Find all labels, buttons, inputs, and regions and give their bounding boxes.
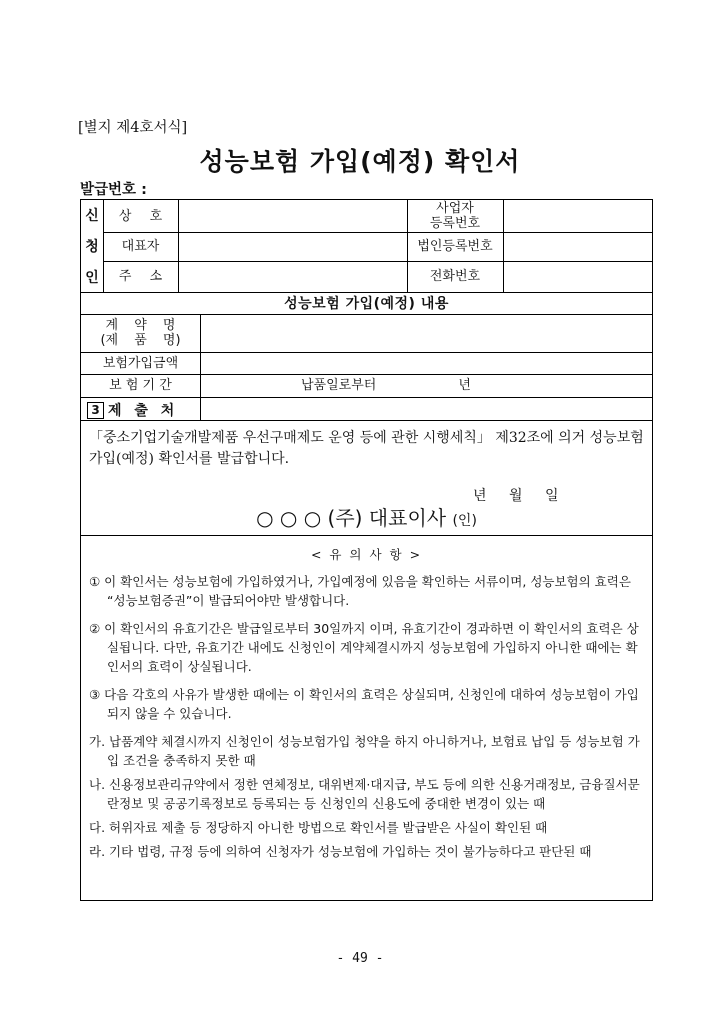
contract-name-label-line2: (제 품 명) bbox=[100, 333, 181, 348]
insurance-period-label: 보 험 기 간 bbox=[109, 378, 172, 393]
business-registration-label bbox=[407, 200, 503, 232]
insurance-section-title: 성능보험 가입(예정) 내용 bbox=[284, 296, 449, 312]
confirmation-form-table bbox=[80, 199, 653, 901]
page-number: - 49 - bbox=[336, 951, 384, 966]
seal-mark: (인) bbox=[452, 513, 477, 529]
issue-number-label: 발급번호 : bbox=[80, 182, 147, 198]
notice-item-1: ① 이 확인서는 성능보험에 가입하였거나, 가입예정에 있음을 확인하는 서류이며, 성능보험의 효력은 “성능보험증권”이 발급되어야만 발생합니다. bbox=[89, 574, 631, 608]
notice-sub-item-da: 다. 허위자료 제출 등 정당하지 아니한 방법으로 확인서를 발급받은 사실이 확인된 때 bbox=[89, 820, 548, 835]
insurance-period-from-text: 납품일로부터 bbox=[301, 378, 377, 393]
business-registration-label-line2: 등록번호 bbox=[429, 216, 481, 231]
document-title: 성능보험 가입(예정) 확인서 bbox=[199, 147, 521, 176]
insurance-period-years-text: 년 bbox=[458, 378, 471, 393]
insurance-period-field[interactable] bbox=[200, 374, 652, 397]
insured-amount-field[interactable] bbox=[200, 352, 652, 374]
notice-item-3: ③ 다음 각호의 사유가 발생한 때에는 이 확인서의 효력은 상실되며, 신청인에 대하여 성능보험이 가입되지 않을 수 있습니다. bbox=[89, 687, 639, 721]
applicant-label bbox=[81, 200, 103, 292]
signer-name: ○ ○ ○ (주) 대표이사 bbox=[256, 506, 447, 530]
submit-to-number: 3 bbox=[87, 402, 104, 419]
applicant-char-3: 인 bbox=[85, 269, 99, 286]
contract-name-field[interactable] bbox=[200, 314, 652, 352]
business-registration-field[interactable] bbox=[503, 200, 652, 232]
issue-date: 년 월 일 bbox=[473, 488, 559, 504]
phone-label: 전화번호 bbox=[429, 269, 481, 284]
form-number: [별지 제4호서식] bbox=[78, 120, 188, 136]
corporate-registration-label: 법인등록번호 bbox=[417, 239, 493, 254]
address-label: 주 소 bbox=[118, 269, 163, 284]
representative-field[interactable] bbox=[178, 232, 407, 261]
corporate-registration-field[interactable] bbox=[503, 232, 652, 261]
submit-to-label bbox=[87, 400, 178, 420]
applicant-char-2: 청 bbox=[85, 238, 99, 255]
notice-list bbox=[89, 572, 645, 866]
phone-field[interactable] bbox=[503, 261, 652, 292]
contract-name-label-line1: 계 약 명 bbox=[105, 318, 176, 333]
business-registration-label-line1: 사업자 bbox=[436, 201, 474, 216]
company-name-field[interactable] bbox=[178, 200, 407, 232]
contract-name-label bbox=[81, 314, 200, 352]
insured-amount-label: 보험가입금액 bbox=[102, 355, 179, 371]
notice-sub-item-na: 나. 신용정보관리규약에서 정한 연체정보, 대위변제·대지급, 부도 등에 의한 신용거래정보, 금융질서문란정보 및 공공기록정보로 등록되는 등 신청인의 신용도에 중대한 변경이 있는 때 bbox=[89, 777, 640, 811]
notice-title: < 유 의 사 항 > bbox=[310, 547, 423, 562]
submit-to-text: 제 출 처 bbox=[108, 403, 179, 419]
representative-label: 대표자 bbox=[121, 239, 160, 254]
applicant-char-1: 신 bbox=[85, 208, 99, 225]
notice-item-2: ② 이 확인서의 유효기간은 발급일로부터 30일까지 이며, 유효기간이 경과하면 이 확인서의 효력은 상실됩니다. 다만, 유효기간 내에도 신청인이 계약체결시까지 성능보험에 가입하지 아니한 때에는 확인서의 효력이 상실됩니다. bbox=[89, 621, 639, 674]
submit-to-field[interactable] bbox=[200, 397, 652, 420]
company-name-label: 상 호 bbox=[118, 208, 163, 224]
certification-statement: 「중소기업기술개발제품 우선구매제도 운영 등에 관한 시행세칙」 제32조에 의거 성능보험 가입(예정) 확인서를 발급합니다. bbox=[89, 430, 644, 467]
notice-sub-item-ra: 라. 기타 법령, 규정 등에 의하여 신청자가 성능보험에 가입하는 것이 불가능하다고 판단된 때 bbox=[89, 844, 592, 859]
signer-line bbox=[81, 502, 652, 531]
address-field[interactable] bbox=[178, 261, 407, 292]
notice-sub-item-ga: 가. 납품계약 체결시까지 신청인이 성능보험가입 청약을 하지 아니하거나, 보험료 납입 등 성능보험 가입 조건을 충족하지 못한 때 bbox=[89, 734, 640, 768]
